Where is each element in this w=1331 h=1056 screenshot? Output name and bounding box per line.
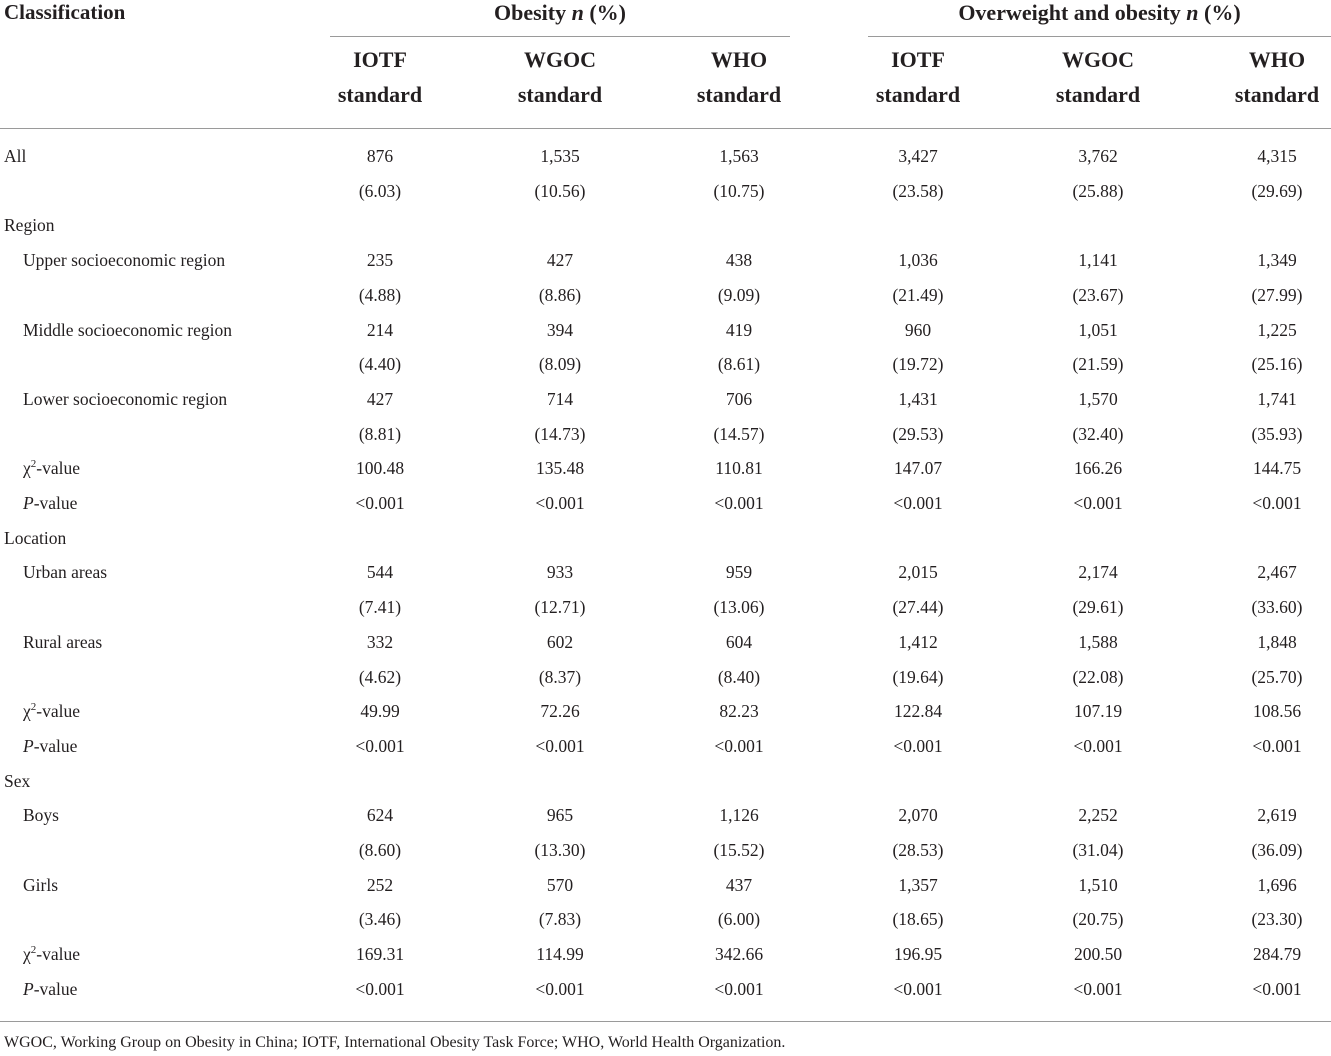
table-cell: <0.001 (893, 979, 943, 999)
table-cell: 196.95 (893, 944, 943, 964)
table-cell: 604 (725, 632, 753, 652)
row-label: P-value (23, 979, 78, 999)
table-cell: (8.40) (717, 667, 761, 687)
table-cell: 2,467 (1257, 562, 1297, 582)
table-cell: (6.03) (358, 181, 402, 201)
table-cell: 1,570 (1078, 389, 1118, 409)
table-cell: <0.001 (355, 493, 405, 513)
row-label: $\chi^2$-value (23, 458, 81, 478)
table-cell: (7.41) (358, 597, 402, 617)
table-cell: <0.001 (714, 493, 764, 513)
row-label: Girls (23, 875, 58, 895)
row-label: P-value (23, 493, 78, 513)
table-cell: (32.40) (1072, 424, 1124, 444)
table-cell: (8.60) (358, 840, 402, 860)
table-cell: (8.86) (538, 285, 582, 305)
table-cell: (7.83) (538, 909, 582, 929)
table-cell: (9.09) (717, 285, 761, 305)
table-cell: 1,357 (898, 875, 938, 895)
table-cell: <0.001 (535, 493, 585, 513)
table-cell: 2,619 (1257, 805, 1297, 825)
table-cell: <0.001 (355, 736, 405, 756)
table-cell: (25.16) (1251, 354, 1303, 374)
table-cell: 2,070 (898, 805, 938, 825)
table-cell: 122.84 (893, 701, 943, 721)
row-label: Lower socioeconomic region (23, 389, 228, 409)
table-cell: (23.58) (892, 181, 944, 201)
row-label: Middle socioeconomic region (23, 320, 232, 340)
table-cell: 427 (546, 250, 574, 270)
table-cell: (4.88) (358, 285, 402, 305)
table-cell: (19.72) (892, 354, 944, 374)
table-cell: (27.44) (892, 597, 944, 617)
column-header: IOTF standard (875, 47, 961, 107)
table-cell: <0.001 (1252, 979, 1302, 999)
row-label: Boys (23, 805, 59, 825)
table-cell: (14.57) (713, 424, 765, 444)
table-cell: <0.001 (1073, 736, 1123, 756)
table-cell: 49.99 (360, 701, 400, 721)
row-label: Upper socioeconomic region (23, 250, 226, 270)
table-cell: <0.001 (1073, 979, 1123, 999)
table-cell: (10.56) (534, 181, 586, 201)
column-header: WHO standard (696, 47, 782, 107)
table-cell: 252 (366, 875, 394, 895)
obesity-group-header: Obesity n (%) (493, 0, 627, 25)
table-cell: (29.61) (1072, 597, 1124, 617)
overweight-obesity-group-header: Overweight and obesity n (%) (958, 0, 1241, 25)
table-cell: 933 (546, 562, 574, 582)
header-bottom-rule (0, 128, 1331, 129)
table-cell: (4.40) (358, 354, 402, 374)
table-cell: (25.88) (1072, 181, 1124, 201)
table-cell: (36.09) (1251, 840, 1303, 860)
table-cell: (13.30) (534, 840, 586, 860)
obesity-group-rule (330, 36, 790, 37)
table-footnote: WGOC, Working Group on Obesity in China; IOTF, International Obesity Task Force; WHO, World Health Organization. (4, 1034, 786, 1051)
table-cell: 1,510 (1078, 875, 1118, 895)
table-cell: 2,174 (1078, 562, 1118, 582)
table-cell: (20.75) (1072, 909, 1124, 929)
table-cell: (3.46) (358, 909, 402, 929)
table-cell: 1,696 (1257, 875, 1297, 895)
table-cell: 960 (904, 320, 932, 340)
table-cell: (8.81) (358, 424, 402, 444)
column-header: WGOC standard (1055, 47, 1141, 107)
table-cell: 1,431 (898, 389, 938, 409)
table-cell: 1,588 (1078, 632, 1118, 652)
table-cell: (21.49) (892, 285, 944, 305)
table-cell: (22.08) (1072, 667, 1124, 687)
table-cell: 135.48 (535, 458, 585, 478)
table-cell: 147.07 (893, 458, 943, 478)
table-bottom-rule (0, 1021, 1331, 1022)
table-cell: (27.99) (1251, 285, 1303, 305)
table-cell: 4,315 (1257, 146, 1297, 166)
table-cell: 100.48 (355, 458, 405, 478)
row-label: Urban areas (23, 562, 108, 582)
column-header: IOTF standard (337, 47, 423, 107)
table-cell: 72.26 (540, 701, 580, 721)
table-cell: (35.93) (1251, 424, 1303, 444)
table-cell: (8.61) (717, 354, 761, 374)
table-cell: 82.23 (719, 701, 759, 721)
table-cell: (4.62) (358, 667, 402, 687)
table-cell: <0.001 (535, 736, 585, 756)
row-label: $\chi^2$-value (23, 701, 81, 721)
table-cell: 714 (546, 389, 574, 409)
table-cell: 1,741 (1257, 389, 1297, 409)
table-cell: (6.00) (717, 909, 761, 929)
table-cell: (31.04) (1072, 840, 1124, 860)
row-label: P-value (23, 736, 78, 756)
table-cell: 1,848 (1257, 632, 1297, 652)
table-cell: 1,225 (1257, 320, 1297, 340)
table-cell: 107.19 (1073, 701, 1123, 721)
column-header: WHO standard (1234, 47, 1320, 107)
row-label: Rural areas (23, 632, 103, 652)
table-cell: 437 (725, 875, 753, 895)
table-cell: <0.001 (893, 736, 943, 756)
table-cell: 2,015 (898, 562, 938, 582)
table-cell: 169.31 (355, 944, 405, 964)
table-cell: 3,762 (1078, 146, 1118, 166)
table-cell: 1,051 (1078, 320, 1118, 340)
table-cell: 419 (725, 320, 753, 340)
table-cell: 235 (366, 250, 394, 270)
table-cell: 876 (366, 146, 394, 166)
row-label: $\chi^2$-value (23, 944, 81, 964)
table-cell: <0.001 (355, 979, 405, 999)
table-cell: 544 (366, 562, 394, 582)
table-cell: 624 (366, 805, 394, 825)
table-cell: (19.64) (892, 667, 944, 687)
table-cell: <0.001 (714, 979, 764, 999)
table-cell: 110.81 (715, 458, 763, 478)
table-cell: <0.001 (1252, 493, 1302, 513)
table-cell: 1,349 (1257, 250, 1297, 270)
table-cell: (29.69) (1251, 181, 1303, 201)
table-cell: (8.09) (538, 354, 582, 374)
table-cell: (28.53) (892, 840, 944, 860)
table-cell: <0.001 (1073, 493, 1123, 513)
table-cell: 200.50 (1073, 944, 1123, 964)
table-cell: <0.001 (714, 736, 764, 756)
table-cell: 114.99 (536, 944, 584, 964)
column-header: WGOC standard (517, 47, 603, 107)
table-cell: (29.53) (892, 424, 944, 444)
table-cell: 965 (546, 805, 574, 825)
row-label: Location (4, 528, 67, 548)
table-cell: <0.001 (535, 979, 585, 999)
table-cell: (14.73) (534, 424, 586, 444)
table-cell: (21.59) (1072, 354, 1124, 374)
table-cell: (18.65) (892, 909, 944, 929)
table-cell: (23.30) (1251, 909, 1303, 929)
table-cell: (15.52) (713, 840, 765, 860)
table-cell: (25.70) (1251, 667, 1303, 687)
table-cell: 214 (366, 320, 394, 340)
row-label: Region (4, 215, 55, 235)
table-cell: 1,412 (898, 632, 938, 652)
table-cell: 959 (725, 562, 753, 582)
table-cell: 342.66 (714, 944, 764, 964)
table-cell: 1,036 (898, 250, 938, 270)
table-cell: 394 (546, 320, 574, 340)
table-cell: (8.37) (538, 667, 582, 687)
table-cell: 1,563 (719, 146, 759, 166)
table-cell: 706 (725, 389, 753, 409)
table-cell: 108.56 (1252, 701, 1302, 721)
table-cell: 427 (366, 389, 394, 409)
table-cell: 1,535 (540, 146, 580, 166)
table-cell: (33.60) (1251, 597, 1303, 617)
table-cell: 602 (546, 632, 574, 652)
table-cell: (13.06) (713, 597, 765, 617)
table-cell: (23.67) (1072, 285, 1124, 305)
table-cell: <0.001 (1252, 736, 1302, 756)
table-cell: 284.79 (1252, 944, 1302, 964)
classification-header: Classification (4, 0, 126, 24)
row-label: All (4, 146, 27, 166)
table-cell: (12.71) (534, 597, 586, 617)
table-cell: 1,126 (719, 805, 759, 825)
table-cell: 570 (546, 875, 574, 895)
table-cell: 2,252 (1078, 805, 1118, 825)
table-cell: 144.75 (1252, 458, 1302, 478)
row-label: Sex (4, 771, 31, 791)
overweight-obesity-group-rule (868, 36, 1331, 37)
table-cell: 332 (366, 632, 394, 652)
table-cell: 1,141 (1078, 250, 1118, 270)
table-cell: <0.001 (893, 493, 943, 513)
table-cell: 438 (725, 250, 753, 270)
table-cell: 166.26 (1073, 458, 1123, 478)
table-cell: 3,427 (898, 146, 938, 166)
table-cell: (10.75) (713, 181, 765, 201)
